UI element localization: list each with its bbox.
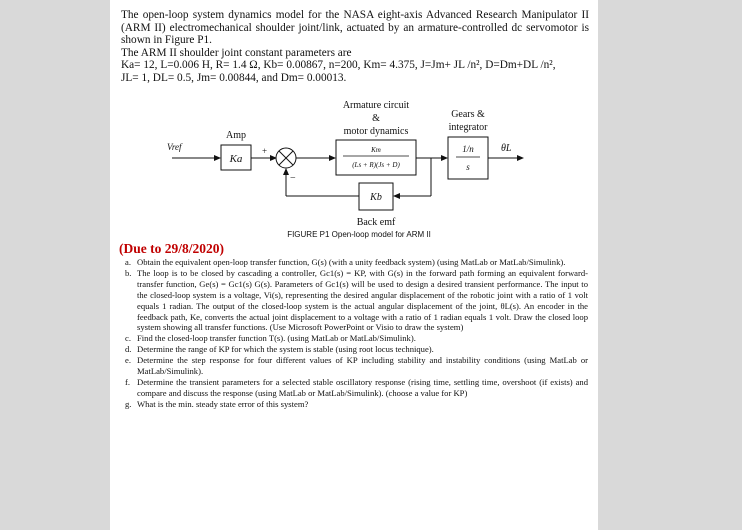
- task-text: Determine the transient parameters for a selected stable oscillatory response (rising time, settling time, overshoot (if exists) and compare and discuss the response (using MatLab or MatLab/Simulink). (choose a value for KP): [137, 376, 588, 398]
- block-diagram: [110, 0, 598, 240]
- motor-denominator: (Ls + R)(Js + D): [352, 161, 400, 169]
- armature-label-3: motor dynamics: [343, 126, 409, 137]
- task-item: [125, 257, 588, 268]
- armature-label-1: Armature circuit: [342, 100, 410, 111]
- task-text: Obtain the equivalent open-loop transfer function, G(s) (with a unity feedback system) (using MatLab or MatLab/Simulink).: [137, 257, 566, 267]
- due-date: (Due to 29/8/2020): [119, 241, 224, 256]
- task-label: a.: [125, 257, 131, 267]
- task-label: g.: [125, 398, 132, 409]
- task-item: [125, 333, 588, 344]
- output-label: θL: [501, 143, 512, 154]
- parameters-heading: The ARM II shoulder joint constant parameters are: [121, 46, 352, 59]
- intro-paragraph: The open-loop system dynamics model for the NASA eight-axis Advanced Research Manipulator II (ARM II) electromechanical shoulder joint/link, actuated by an armature-controlled dc servomotor is shown in Figure P1.: [121, 9, 589, 47]
- task-label: b.: [125, 267, 132, 278]
- amp-label: Amp: [226, 130, 246, 141]
- task-label: f.: [125, 376, 131, 387]
- sum-plus-sign: +: [262, 146, 268, 156]
- figure-caption: FIGURE P1 Open-loop model for ARM II: [287, 230, 431, 239]
- task-text: What is the min. steady state error of this system?: [137, 398, 309, 409]
- task-item: [125, 344, 588, 355]
- sum-minus-sign: −: [290, 173, 296, 184]
- gears-label-2: integrator: [448, 122, 488, 133]
- vref-label: Vref: [167, 142, 182, 152]
- task-label: c.: [125, 333, 131, 344]
- motor-numerator: Km: [371, 146, 381, 154]
- back-emf-gain: Kb: [370, 192, 382, 203]
- gears-label-1: Gears &: [451, 109, 485, 120]
- task-text: Find the closed-loop transfer function T(s). (using MatLab or MatLab/Simulink).: [137, 333, 416, 344]
- parameters-line-1: Ka= 12, L=0.006 H, R= 1.4 Ω, Kb= 0.00867, n=200, Km= 4.375, J=Jm+ JL /n², D=Dm+DL /n²,: [121, 59, 556, 72]
- task-text: Determine the step response for four different values of KP including stability and instability conditions (using MatLab or MatLab/Simulink).: [137, 355, 588, 377]
- document-page: [110, 0, 598, 530]
- armature-label-2: &: [372, 113, 380, 124]
- task-label: d.: [125, 344, 132, 355]
- task-label: e.: [125, 355, 131, 366]
- back-emf-label: Back emf: [356, 217, 396, 228]
- gear-numerator: 1/n: [462, 144, 474, 154]
- task-list: [125, 257, 588, 410]
- task-item: [125, 377, 588, 399]
- amplifier-gain: Ka: [229, 153, 243, 165]
- task-item: [125, 399, 588, 410]
- task-text: The loop is to be closed by cascading a controller, Gc1(s) = KP, with G(s) in the forward path forming an equivalent forward-transfer function, Ge(s) = Gc1(s) G(s). Parameters of Gc1(s) will be used to design a desired transient performance. The input to the closed-loop system is a voltage, Vi(s), representing the desired angular displacement of the robotic joint with a ratio of 1 volt equals 1 radian. The output of the closed-loop system is the actual angular displacement of the joint, θL(s). An encoder in the feedback path, Ke, converts the actual joint displacement to a voltage with a ratio of 1 radian equals 1 volt. Draw the closed loop system showing all transfer functions. (Use Microsoft PowerPoint or Visio to draw the system): [137, 267, 588, 333]
- task-item: [125, 268, 588, 333]
- task-item: [125, 355, 588, 377]
- gear-denominator: s: [466, 162, 470, 172]
- task-text: Determine the range of KP for which the system is stable (using root locus technique).: [137, 344, 434, 355]
- parameters-line-2: JL= 1, DL= 0.5, Jm= 0.00844, and Dm= 0.00013.: [121, 71, 347, 84]
